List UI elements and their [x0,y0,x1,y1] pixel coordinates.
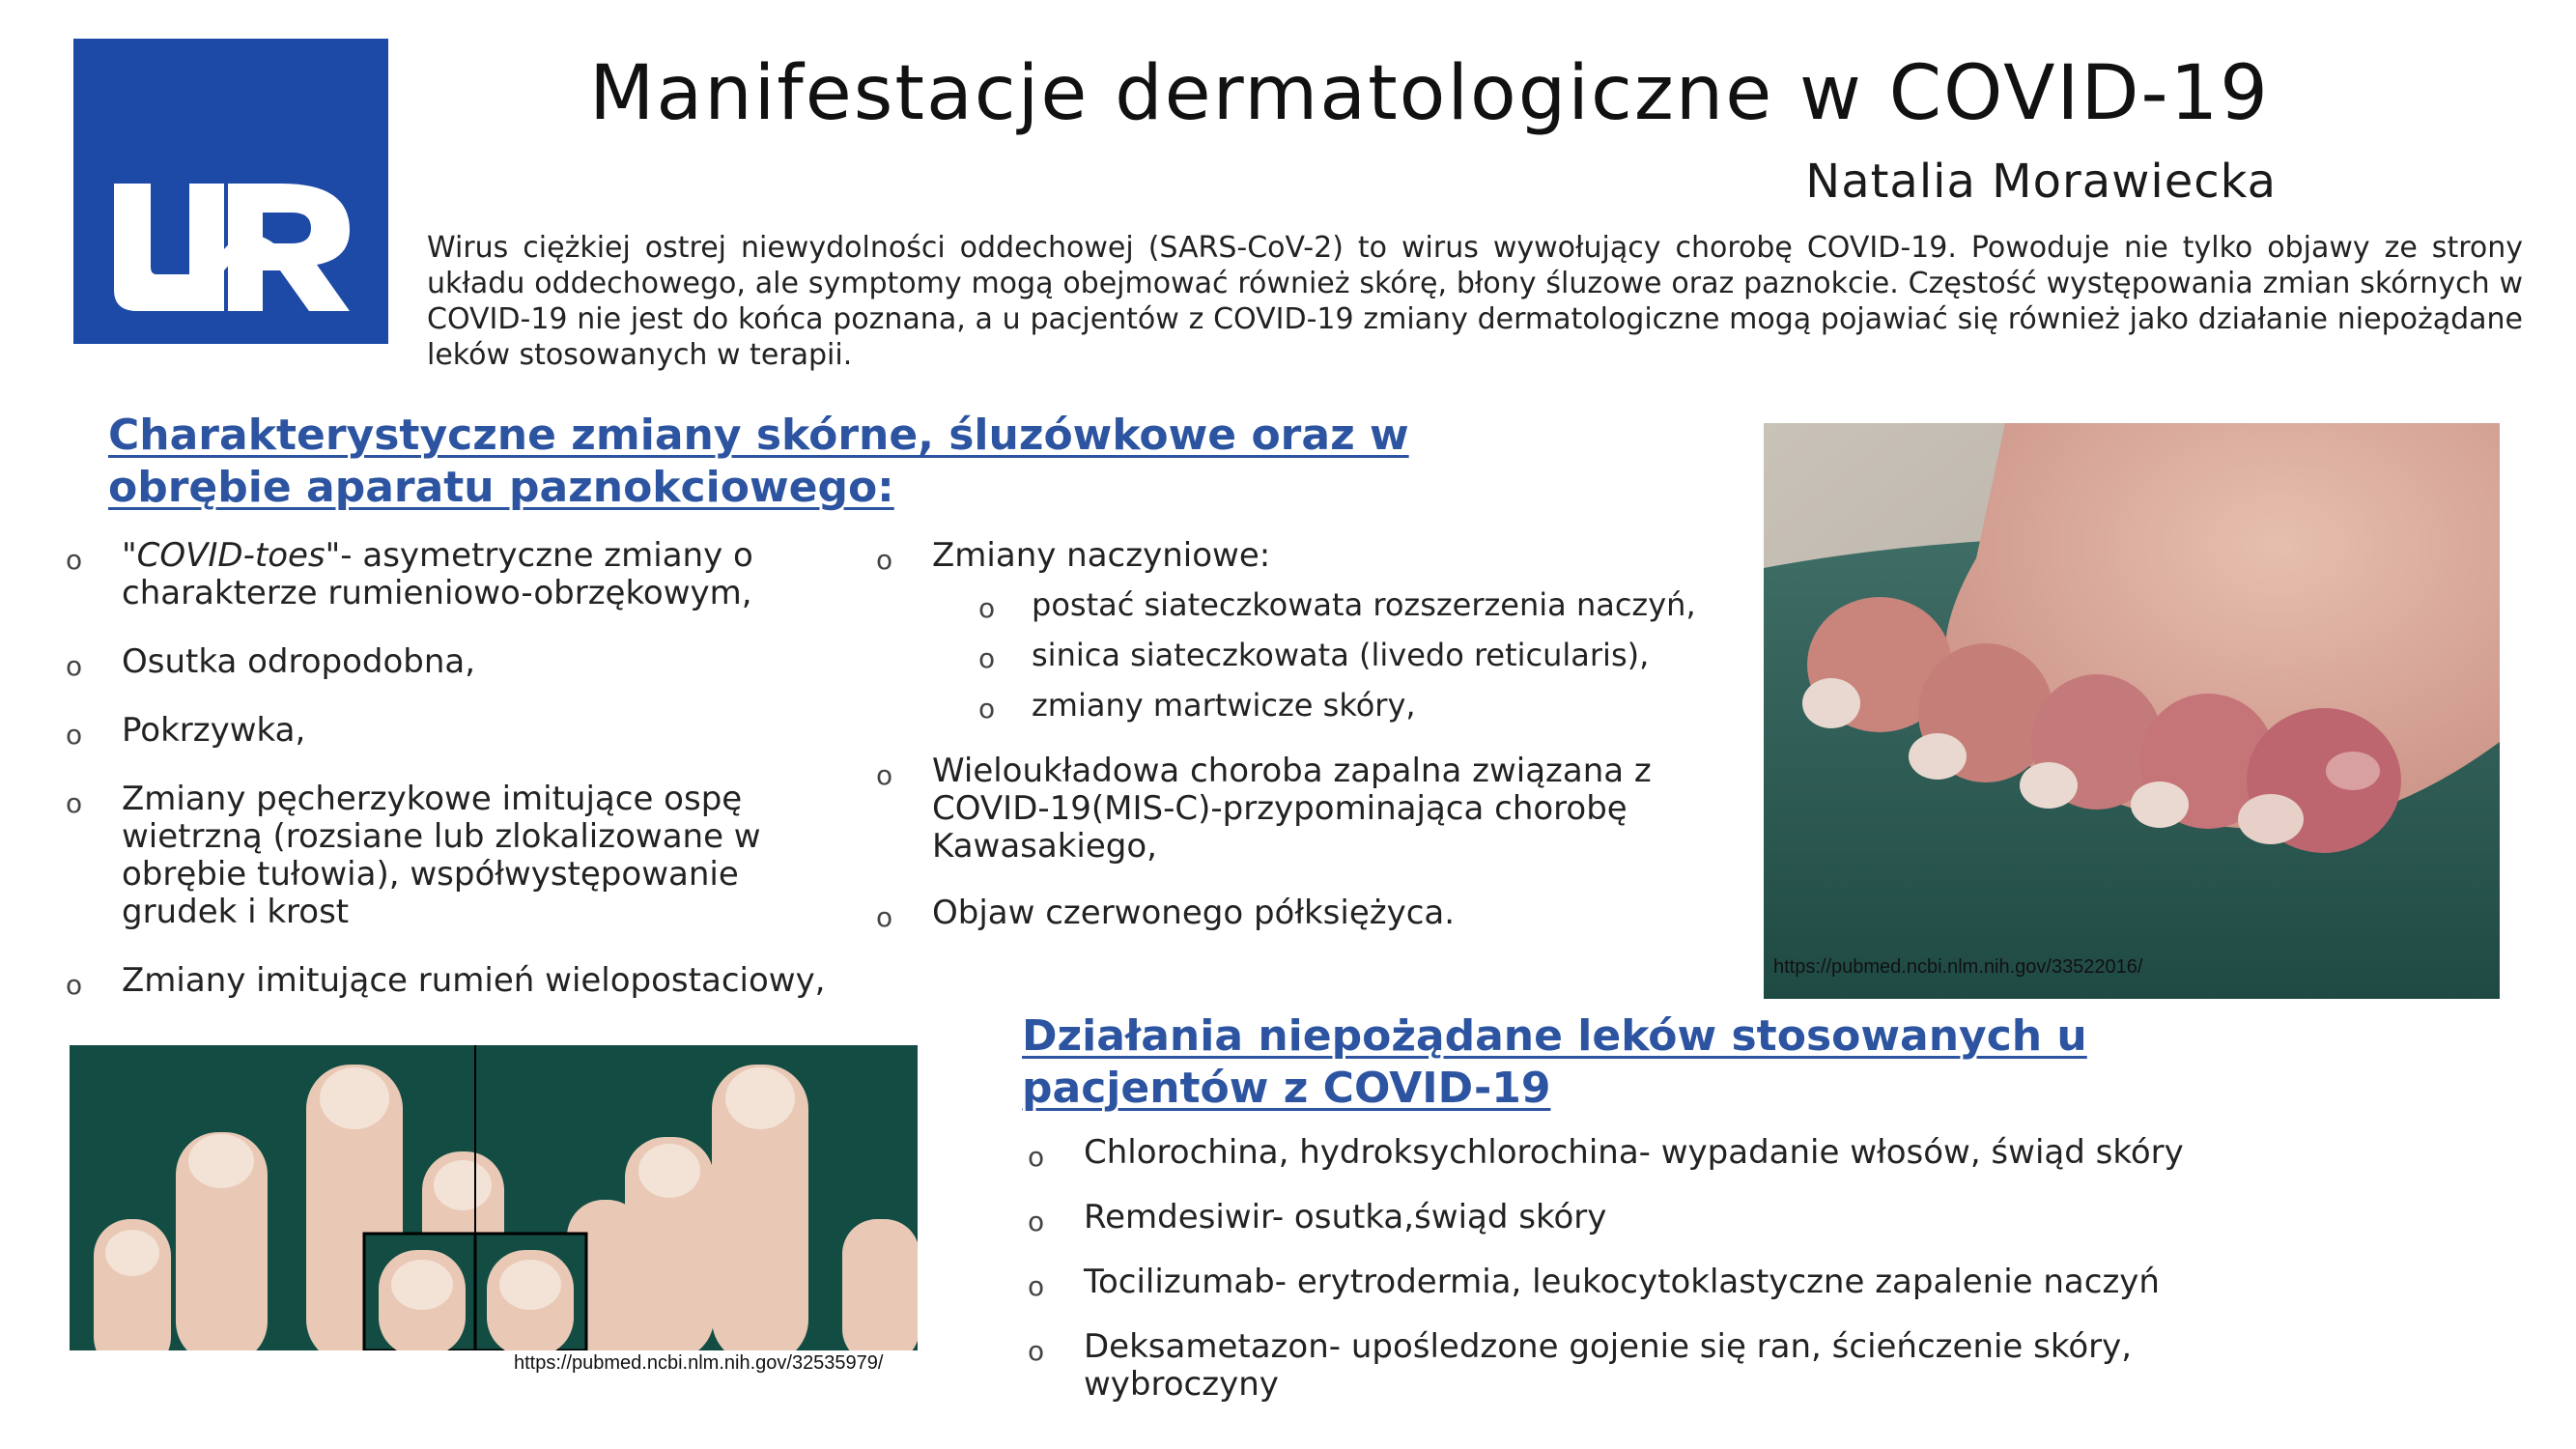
skin-changes-heading: Charakterystyczne zmiany skórne, śluzówkowe oraz w obrębie aparatu paznokciowego: [108,411,1409,512]
university-logo-icon [73,39,388,344]
bullet-marker: o [1028,1270,1045,1302]
sublist-item: o postać siateczkowata rozszerzenia naczyń, [1032,586,1714,623]
bullet-marker: o [66,787,83,819]
bullet-marker: o [66,969,83,1001]
covid-toes-term: "COVID-toes" [122,536,341,575]
page-title: Manifestacje dermatologiczne w COVID-19 [589,50,2270,137]
bullet-marker: o [66,544,83,576]
foot-photo-credit[interactable]: https://pubmed.ncbi.nlm.nih.gov/33522016/ [1773,956,2143,978]
bullet-marker: o [978,592,996,624]
list-item: o Chlorochina, hydroksychlorochina- wypadanie włosów, świąd skóry [1084,1134,2320,1172]
list-item: o Wieloukładowa choroba zapalna związana z COVID-19(MIS-C)-przypominająca chorobę Kawasakiego, [876,752,1652,866]
intro-paragraph: Wirus ciężkiej ostrej niewydolności oddechowej (SARS-CoV-2) to wirus wywołujący chorobę COVID-19. Powoduje nie tylko objawy ze strony układu oddechowego, ale symptomy mogą obejmować również skórę, błony śluzowe oraz paznokcie. Częstość występowania zmian skórnych w COVID-19 nie jest do końca poznana, a u pacjentów z COVID-19 zmiany dermatologiczne mogą pojawiać się również jako działanie niepożądane leków stosowanych w terapii. [427,231,2523,372]
drug-side-effects-heading: Działania niepożądane leków stosowanych u pacjentów z COVID-19 [1022,1011,2087,1113]
list-item: o Pokrzywka, [122,712,856,750]
list-item: o Objaw czerwonego półksiężyca. [932,895,1714,932]
bullet-marker: o [876,544,893,576]
bullet-marker: o [66,719,83,751]
list-item: o Osutka odropodobna, [122,643,856,681]
author-name: Natalia Morawiecka [1805,155,2277,209]
skin-changes-list [66,536,856,1031]
vascular-changes-list [876,536,1714,961]
bullet-marker: o [1028,1206,1045,1237]
nails-photo-credit[interactable]: https://pubmed.ncbi.nlm.nih.gov/32535979/ [514,1352,884,1374]
bullet-marker: o [66,650,83,682]
list-item: o Zmiany naczyniowe: o postać siateczkowata rozszerzenia naczyń, o sinica siateczkowata (livedo reticularis), o zmiany martwicze skóry, [932,537,1714,724]
list-item: o "COVID-toes"- asymetryczne zmiany o charakterze rumieniowo-obrzękowym, [66,536,753,612]
bullet-marker: o [876,901,893,933]
bullet-marker: o [1028,1335,1045,1367]
list-item: o Tocilizumab- erytrodermia, leukocytoklastyczne zapalenie naczyń [1084,1264,2320,1301]
sublist-item: o zmiany martwicze skóry, [1032,687,1714,724]
bullet-marker: o [978,693,996,724]
list-item: o Remdesiwir- osutka,świąd skóry [1084,1199,2320,1236]
vascular-sublist [932,586,1714,724]
nail-crescent-photo [70,1045,918,1350]
list-item: o Zmiany pęcherzykowe imitujące ospę wietrzną (rozsiane lub zlokalizowane w obrębie tułowia), współwystępowanie grudek i krost [66,780,761,931]
drug-side-effects-list [1028,1133,2320,1431]
bullet-marker: o [1028,1141,1045,1173]
bullet-marker: o [978,642,996,674]
covid-toes-photo [1764,423,2500,999]
list-item: o Zmiany imitujące rumień wielopostaciowy, [122,962,856,1000]
list-item: o Deksametazon- upośledzone gojenie się ran, ścieńczenie skóry, wybroczyny [1028,1327,2133,1404]
bullet-marker: o [876,759,893,791]
sublist-item: o sinica siateczkowata (livedo reticularis), [1032,637,1714,673]
